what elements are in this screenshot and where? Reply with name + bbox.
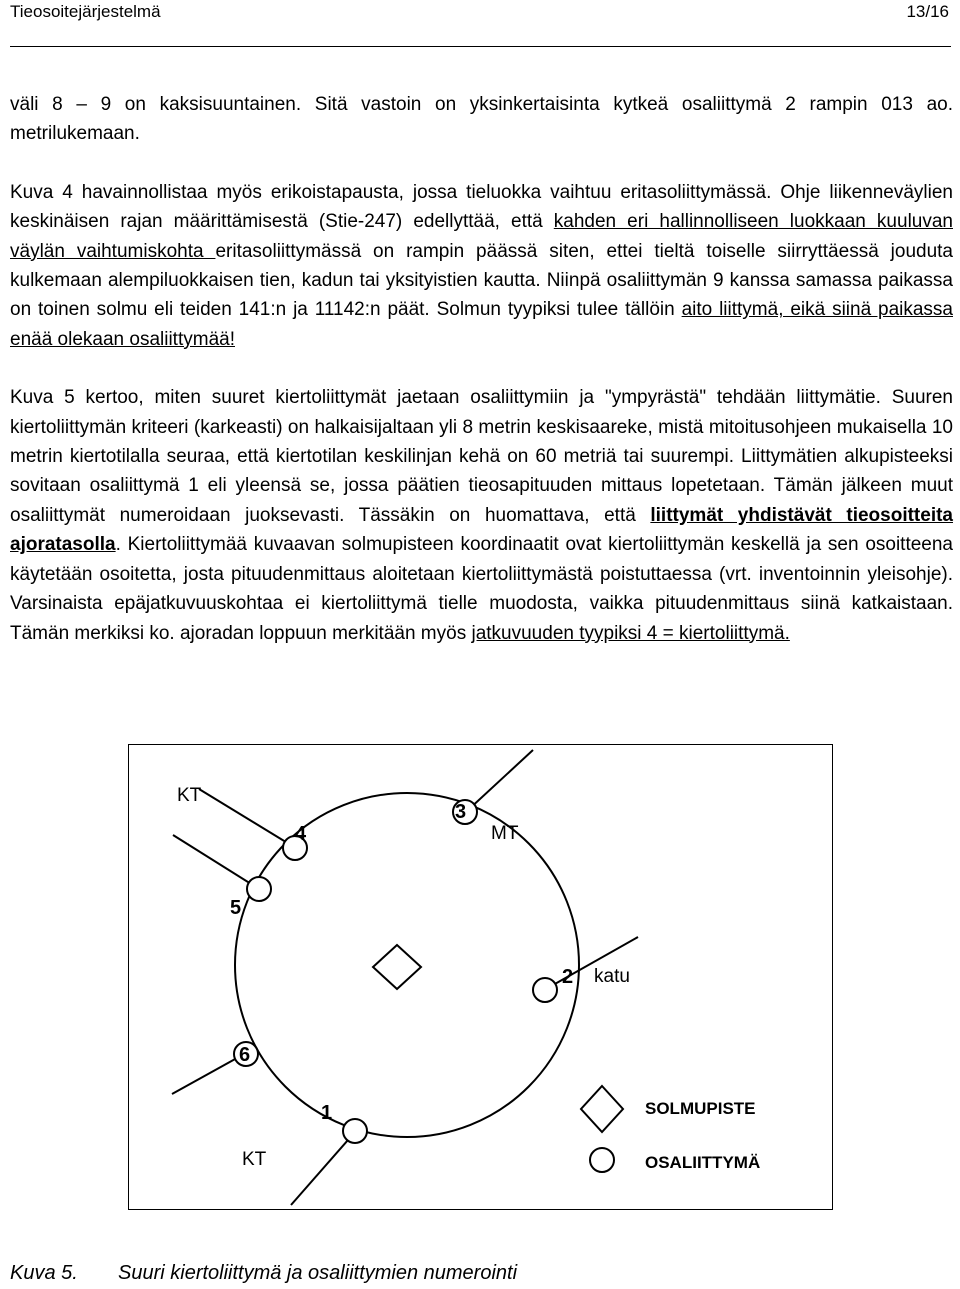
body-text	[10, 90, 953, 648]
osaliittyma-1	[343, 1119, 367, 1143]
road-mt	[467, 750, 533, 811]
paragraph-3-bold: liittymät yhdistävät tieosoitteita ajoratasolla	[10, 504, 953, 556]
page-header	[10, 0, 951, 47]
paragraph-2	[10, 178, 953, 354]
label-5: 5	[230, 897, 242, 919]
label-katu: katu	[594, 966, 630, 987]
label-6: 6	[239, 1044, 251, 1066]
paragraph-3-underlined: jatkuvuuden tyypiksi 4 = kiertoliittymä.	[471, 622, 790, 644]
paragraph-3	[10, 383, 953, 648]
paragraph-3-text-b: . Kiertoliittymää kuvaavan solmupisteen koordinaatit ovat kiertoliittymän keskellä ja sen osoitteena käytetään osoitetta, josta pituudenmittaus aloitetaan kiertoliittymästä poistuttaessa (vrt. inventoinnin yleisohje). Varsinaista epäjatkuvuuskohtaa ei kiertoliittymä tielle muodosta, vaikka pituudenmittaus siinä katkaistaan. Tämän merkiksi ko. ajoradan loppuun merkitään myös	[10, 534, 953, 644]
legend-solmupiste: SOLMUPISTE	[645, 1099, 756, 1118]
paragraph-2-underlined-a: kahden eri hallinnolliseen luokkaan kuuluvan väylän vaihtumiskohta	[10, 211, 953, 262]
document-title: Tieosoitejärjestelmä	[10, 2, 161, 21]
label-kt-top: KT	[177, 785, 202, 806]
page-number: 13/16	[906, 2, 949, 21]
label-1: 1	[321, 1102, 333, 1124]
paragraph-3-text-a: Kuva 5 kertoo, miten suuret kiertoliittymät jaetaan osaliittymiin ja "ympyrästä" tehdään liittymätie. Suuren kiertoliittymän kriteeri (karkeasti) on halkaisijaltaan yli 8 metrin keskisaareke, mistä mitoitusohjeen mukaisella 10 metrin kiertotilalla seuraa, että kiertotilan keskilinjan kehä on 60 metriä tai suurempi. Liittymätien alkupisteeksi sovitaan osaliittymä 1 eli yleensä se, jossa päätien tieosapituuden mittaus lopetetaan. Tämän jälkeen muut osaliittymät numeroidaan juoksevasti. Tässäkin on huomattava, että	[10, 387, 953, 526]
paragraph-1: väli 8 – 9 on kaksisuuntainen. Sitä vastoin on yksinkertaisinta kytkeä osaliittymä 2 rampin 013 ao. metrilukemaan.	[10, 94, 953, 145]
label-4: 4	[295, 823, 307, 845]
caption-label: Kuva 5.	[10, 1262, 78, 1284]
legend-circle-icon	[590, 1148, 614, 1172]
label-2: 2	[562, 966, 574, 988]
label-mt: MT	[491, 823, 519, 844]
osaliittyma-2	[533, 978, 557, 1002]
roundabout-drawing	[129, 745, 832, 1209]
legend-osaliittyma: OSALIITTYMÄ	[645, 1153, 761, 1172]
legend-diamond-icon	[581, 1086, 623, 1132]
road-kt-top-2	[173, 835, 259, 889]
paragraph-2-underlined-b: aito liittymä, eikä siinä paikassa enää olekaan osaliittymää!	[10, 299, 953, 350]
paragraph-2-text-b: eritasoliittymässä on rampin päässä siten, ettei tieltä toiselle siirryttäessä jouduta kulkemaan alempiluokkaisen tien, kadun tai yksityistien kautta. Niinpä osaliittymän 9 kanssa samassa paikassa on toinen solmu eli teiden 141:n ja 11142:n päät. Solmun tyypiksi tulee tällöin	[10, 240, 953, 321]
paragraph-2-text-a: Kuva 4 havainnollistaa myös erikoistapausta, jossa tieluokka vaihtuu eritasoliittymässä. Ohje liikenneväylien keskinäisen rajan määrittämisestä (Stie-247) edellyttää, että	[10, 181, 953, 233]
label-kt-bottom: KT	[242, 1149, 267, 1170]
roundabout-diagram	[128, 744, 833, 1210]
road-kt-top	[199, 789, 294, 847]
label-3: 3	[455, 801, 467, 823]
figure-caption	[10, 1262, 517, 1285]
osaliittyma-5	[247, 877, 271, 901]
road-kt-bottom-2	[291, 1132, 355, 1205]
solmupiste-diamond	[373, 945, 421, 989]
caption-text: Suuri kiertoliittymä ja osaliittymien numerointi	[118, 1262, 518, 1284]
